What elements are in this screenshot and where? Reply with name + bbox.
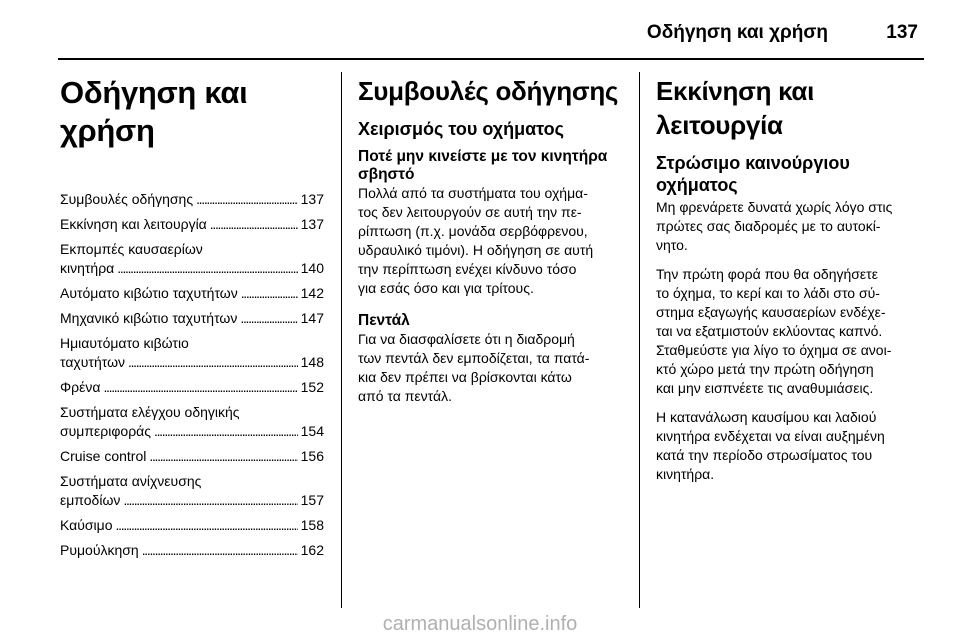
toc-entry-text: Cruise control [60,448,147,464]
text-line: ται να εξατμιστούν εκλύοντας καπνό. [656,323,883,339]
header-rule [58,58,924,60]
toc-leader-dots [117,259,297,278]
toc-entry[interactable] [60,378,324,397]
running-title: Οδήγηση και χρήση [646,22,828,43]
paragraph-braking [656,198,924,255]
pedals-paragraph [358,330,622,406]
toc-leader-dots [128,353,298,372]
toc-entry-text: κινητήρα [60,260,115,276]
toc-page-number: 162 [300,542,324,558]
text-line: κτό χώρο μετά την πρώτη οδήγηση [656,361,874,377]
toc-page-number: 156 [300,448,324,464]
toc-entry-text: Εκκίνηση και λειτουργία [60,216,207,232]
text-line: Μη φρενάρετε δυνατά χωρίς λόγο στις [656,199,893,215]
toc-leader-dots [241,284,298,303]
toc-leader-dots [149,447,297,466]
engine-off-title [358,148,622,184]
text-line: κινητήρα. [656,466,715,482]
text-line: υδραυλικό τιμόνι). Η οδήγηση σε αυτή [358,242,594,258]
engine-off-paragraph [358,184,622,298]
text-line: νητο. [656,237,688,253]
text-line: πρώτες σας διαδρομές με το αυτοκί- [656,218,881,234]
text-line: από τα πεντάλ. [358,388,452,404]
toc-column [60,74,324,566]
toc-entry[interactable] [60,472,324,510]
text-line: και μην εισπνέετε τις αναθυμιάσεις. [656,380,874,396]
toc-entry-text: Καύσιμο [60,517,113,533]
text-line: των πεντάλ δεν εμποδίζεται, τα πατά- [358,350,590,366]
toc-entry-text: Αυτόματο κιβώτιο ταχυτήτων [60,285,238,301]
watermark: carmanualsonline.info [382,613,578,635]
pedals-title: Πεντάλ [358,312,410,329]
subheading-running-in [656,152,924,196]
toc-entry[interactable] [60,309,324,328]
table-of-contents [60,190,324,560]
toc-entry-text: εμποδίων [60,492,121,508]
toc-entry[interactable] [60,541,324,560]
toc-leader-dots [123,491,297,510]
toc-page-number: 158 [300,517,324,533]
text-line: για εσάς όσο και για τρίτους. [358,280,534,296]
title-line: οχήματος [656,175,738,195]
chapter-heading: Οδήγηση και χρήση [60,75,248,148]
title-line: Στρώσιμο καινούργιου [656,153,850,173]
toc-page-number: 140 [300,260,324,276]
text-line: κινητήρα ενδέχεται να είναι αυξημένη [656,428,885,444]
toc-entry[interactable] [60,190,324,209]
page-header [0,0,960,62]
toc-leader-dots [196,190,298,209]
column-divider-1 [341,72,342,608]
toc-entry-text: Εκπομπές καυσαερίων [60,241,203,257]
toc-page-number: 157 [300,492,324,508]
starting-operating-column [656,74,924,494]
text-line: την περίπτωση ενέχει κίνδυνο τόσο [358,261,577,277]
toc-entry-text: Φρένα [60,379,101,395]
section-heading-starting: Εκκίνηση και λειτουργία [656,76,815,140]
text-line: τος δεν λειτουργούν σε αυτή την πε- [358,204,582,220]
toc-page-number: 148 [300,354,324,370]
toc-page-number: 152 [300,379,324,395]
toc-entry-text: Ημιαυτόματο κιβώτιο [60,335,189,351]
text-line: Σταθμεύστε για λίγο το όχημα σε ανοι- [656,342,892,358]
title-line: σβηστό [358,166,415,183]
text-line: Πολλά από τα συστήματα του οχήμα- [358,185,588,201]
toc-entry[interactable] [60,447,324,466]
title-line: Ποτέ μην κινείστε με τον κινητήρα [358,148,608,165]
toc-entry-text: Συμβουλές οδήγησης [60,191,194,207]
toc-entry-text: συμπεριφοράς [60,423,152,439]
subheading-vehicle-control: Χειρισμός του οχήματος [358,119,565,139]
toc-leader-dots [154,422,298,441]
section-heading-driving-tips: Συμβουλές οδήγησης [358,76,619,106]
page-number: 137 [886,22,918,43]
toc-entry-text: Μηχανικό κιβώτιο ταχυτήτων [60,310,238,326]
toc-entry[interactable] [60,516,324,535]
text-line: Την πρώτη φορά που θα οδηγήσετε [656,266,878,282]
toc-entry[interactable] [60,215,324,234]
text-line: ρίπτωση (π.χ. μονάδα σερβόφρενου, [358,223,588,239]
toc-entry[interactable] [60,403,324,441]
toc-leader-dots [210,215,298,234]
toc-entry[interactable] [60,284,324,303]
toc-page-number: 154 [300,423,324,439]
toc-leader-dots [103,378,297,397]
toc-entry-text: Συστήματα ανίχνευσης [60,473,202,489]
toc-page-number: 137 [300,191,324,207]
text-line: κατά την περίοδο στρωσίματος του [656,447,873,463]
driving-tips-column [358,74,622,416]
text-line: Για να διασφαλίσετε ότι η διαδρομή [358,331,575,347]
column-divider-2 [639,72,640,608]
text-line: κια δεν πρέπει να βρίσκονται κάτω [358,369,572,385]
toc-page-number: 142 [300,285,324,301]
toc-entry[interactable] [60,334,324,372]
toc-entry-text: ταχυτήτων [60,354,126,370]
toc-entry-text: Συστήματα ελέγχου οδηγικής [60,404,240,420]
paragraph-consumption [656,408,924,484]
text-line: Η κατανάλωση καυσίμου και λαδιού [656,409,877,425]
toc-entry[interactable] [60,240,324,278]
toc-leader-dots [142,541,298,560]
text-line: στημα εξαγωγής καυσαερίων ενδέχε- [656,304,886,320]
toc-leader-dots [240,309,297,328]
toc-page-number: 137 [300,216,324,232]
toc-leader-dots [116,516,298,535]
text-line: το όχημα, το κερί και το λάδι στο σύ- [656,285,880,301]
paragraph-first-drive [656,265,924,398]
toc-page-number: 147 [300,310,324,326]
toc-entry-text: Ρυμούλκηση [60,542,139,558]
